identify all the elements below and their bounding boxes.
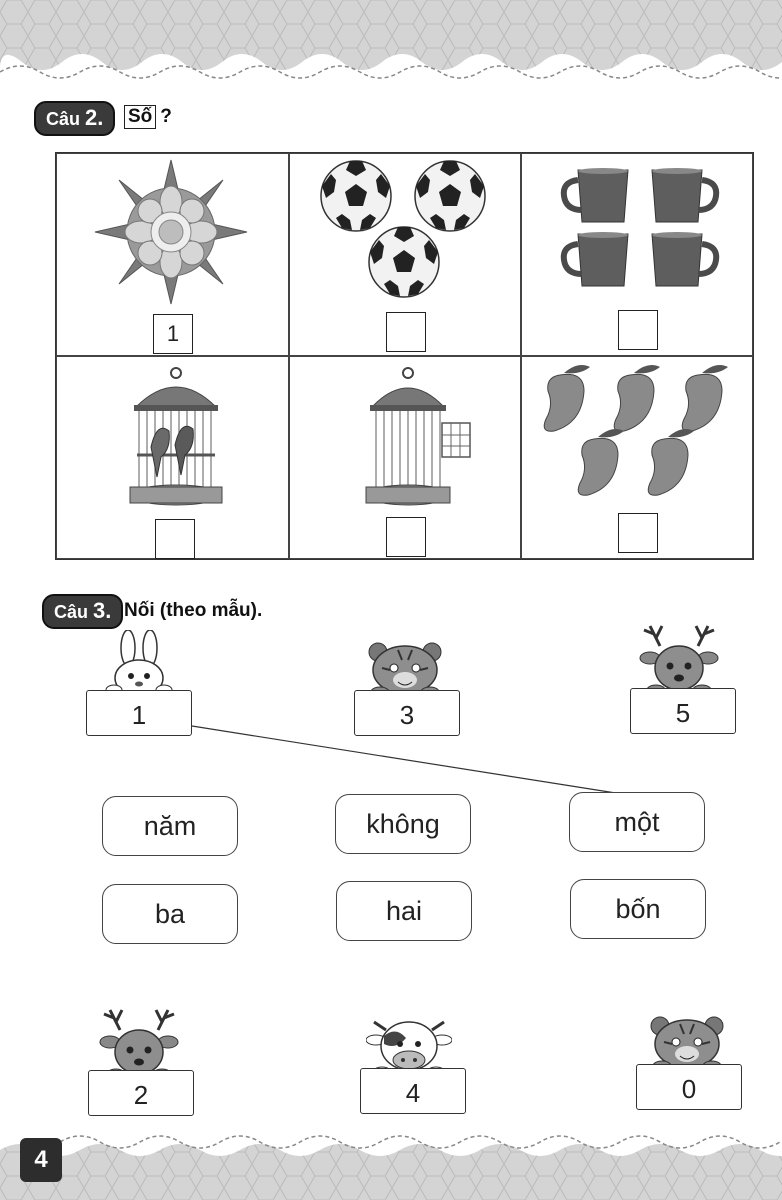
answer-box-flower[interactable]: 1 bbox=[153, 314, 193, 354]
word-card-hai[interactable]: hai bbox=[336, 881, 472, 941]
question-2-badge-word: Câu bbox=[46, 109, 81, 129]
word-card-mot[interactable]: một bbox=[569, 792, 705, 852]
question-3-badge-number: 3. bbox=[93, 598, 112, 623]
deer-icon bbox=[96, 1004, 182, 1080]
word-card-khong[interactable]: không bbox=[335, 794, 471, 854]
number-card-bottom-4[interactable]: 4 bbox=[360, 1068, 466, 1114]
word-card-bon[interactable]: bốn bbox=[570, 879, 706, 939]
number-card-top-3[interactable]: 3 bbox=[354, 690, 460, 736]
question-3-badge-word: Câu bbox=[54, 602, 89, 622]
rabbit-icon bbox=[100, 630, 180, 696]
bottom-decorative-band bbox=[0, 1128, 782, 1200]
tiger-icon bbox=[644, 1012, 730, 1072]
deer-icon bbox=[636, 620, 722, 696]
word-card-ba[interactable]: ba bbox=[102, 884, 238, 944]
tiger-icon bbox=[362, 638, 448, 698]
question-2-badge-number: 2. bbox=[85, 105, 104, 130]
question-2-suffix: ? bbox=[160, 106, 172, 127]
word-card-nam[interactable]: năm bbox=[102, 796, 238, 856]
number-card-bottom-0[interactable]: 0 bbox=[636, 1064, 742, 1110]
number-card-top-1[interactable]: 1 bbox=[86, 690, 192, 736]
number-card-top-5[interactable]: 5 bbox=[630, 688, 736, 734]
page-number: 4 bbox=[20, 1138, 62, 1182]
question-3-instruction: Nối (theo mẫu). bbox=[124, 600, 263, 621]
question-2-instruction-word: Số bbox=[124, 105, 156, 129]
number-card-bottom-2[interactable]: 2 bbox=[88, 1070, 194, 1116]
